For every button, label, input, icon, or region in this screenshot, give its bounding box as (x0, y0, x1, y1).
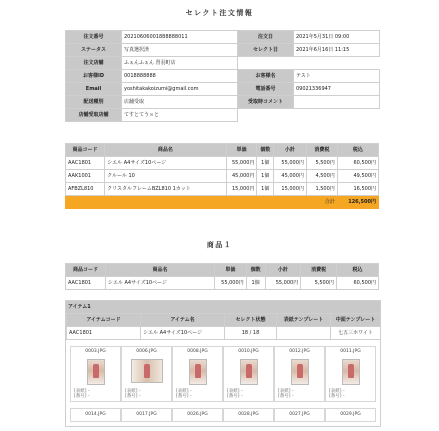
item-qty: 1個 (257, 170, 273, 183)
select-date-label: セレクト日 (238, 44, 294, 57)
photo-meta-cover: [表紙] - (74, 389, 90, 394)
product-section-title: 商品１ (206, 241, 233, 249)
photo-meta-number: [番号] - (74, 394, 90, 399)
item-code: AAK1001 (66, 170, 105, 183)
customer-name-value: テスト (294, 70, 380, 83)
photo-image (189, 359, 207, 385)
col-taxincl: 税込 (337, 144, 378, 157)
status-label: ステータス (66, 44, 122, 57)
item-qty: 1個 (257, 157, 273, 170)
photo-thumb[interactable] (274, 346, 325, 402)
col-qty: 個数 (246, 264, 265, 277)
photo-thumb[interactable] (121, 346, 172, 402)
item-name-value: シエル A4サイズ10ページ (141, 327, 225, 340)
item-block (65, 300, 381, 427)
item-tax: 5,500円 (306, 157, 337, 170)
pickup-comment-value (294, 96, 380, 109)
photo-thumb[interactable] (223, 346, 274, 402)
product-table (65, 263, 379, 290)
item-code: AAC1801 (66, 157, 105, 170)
phone-value: 09021336947 (294, 83, 380, 96)
order-number-value: 20210606001888888011 (122, 31, 238, 44)
table-row (67, 327, 381, 340)
photo-image (87, 359, 105, 385)
photo-filename[interactable]: 0014.JPG (70, 408, 121, 422)
item-code-value: AAC1801 (67, 327, 141, 340)
product-taxincl: 60,500円 (336, 277, 378, 290)
phone-label: 電話番号 (238, 83, 294, 96)
product-tax: 5,500円 (301, 277, 337, 290)
col-code: 商品コード (66, 144, 105, 157)
order-items-table (65, 143, 379, 209)
order-row-number (66, 31, 380, 44)
photo-meta-cover: [表紙] - (125, 389, 141, 394)
delivery-type-value: 店舗受取 (122, 96, 238, 109)
item-tax: 4,500円 (306, 170, 337, 183)
photo-filename: 0003.JPG (85, 349, 106, 354)
item-price: 55,000円 (226, 157, 257, 170)
order-row-store (66, 57, 380, 70)
photo-meta-number: [番号] - (125, 394, 141, 399)
photo-thumb[interactable] (172, 346, 223, 402)
photo-meta-number: [番号] - (227, 394, 243, 399)
order-date-label: 注文日 (238, 31, 294, 44)
col-item-code: アイテムコード (67, 314, 141, 327)
item-taxincl: 49,500円 (337, 170, 378, 183)
item-price: 15,000円 (226, 183, 257, 196)
item-name: シエル A4サイズ10ページ (105, 157, 226, 170)
total-value: 126,500円 (337, 196, 378, 209)
photo-meta-cover: [表紙] - (176, 389, 192, 394)
photo-filename[interactable]: 0026.JPG (172, 408, 223, 422)
photo-filename[interactable]: 0017.JPG (121, 408, 172, 422)
product-qty: 1個 (246, 277, 265, 290)
customer-name-label: お客様名 (238, 70, 294, 83)
customer-id-label: お客様ID (66, 70, 122, 83)
customer-id-value: 0018888888 (122, 70, 238, 83)
col-tax: 消費税 (306, 144, 337, 157)
photo-image (291, 359, 309, 385)
store-value: ふぁんふぁん 習羽町店 (122, 57, 238, 70)
inner-template-value: 七五三ホワイト (331, 327, 381, 340)
photo-image (240, 359, 258, 385)
photo-filename: 0006.JPG (136, 349, 157, 354)
col-code: 商品コード (66, 264, 106, 277)
photo-meta-number: [番号] - (329, 394, 345, 399)
photo-meta-number: [番号] - (278, 394, 294, 399)
email-value[interactable]: yoshitakakoizumi@gmail.com (122, 83, 238, 96)
table-row (66, 170, 379, 183)
col-qty: 個数 (257, 144, 273, 157)
photo-thumb[interactable] (70, 346, 121, 402)
item-taxincl: 60,500円 (337, 157, 378, 170)
order-row-contact (66, 83, 380, 96)
photo-filename: 0010.JPG (238, 349, 259, 354)
col-inner-template: 中面テンプレート (331, 314, 381, 327)
col-subtotal: 小計 (265, 264, 301, 277)
order-row-delivery (66, 96, 380, 109)
col-price: 単価 (215, 264, 247, 277)
total-label: 合計 (306, 196, 337, 209)
table-row (66, 277, 379, 290)
item-taxincl: 16,500円 (337, 183, 378, 196)
product-price: 55,000円 (215, 277, 247, 290)
col-name: 商品名 (105, 144, 226, 157)
col-cover-template: 表紙テンプレート (277, 314, 331, 327)
photo-image (131, 359, 163, 383)
photo-filename: 0011.JPG (340, 349, 361, 354)
item-header-row (67, 314, 381, 327)
status-value: 写真選択済 (122, 44, 238, 57)
col-tax: 消費税 (301, 264, 337, 277)
photo-filename[interactable]: 0027.JPG (274, 408, 325, 422)
item-subtotal: 45,000円 (273, 170, 306, 183)
order-row-customer (66, 70, 380, 83)
col-taxincl: 税込 (336, 264, 378, 277)
photo-meta-cover: [表紙] - (227, 389, 243, 394)
col-subtotal: 小計 (273, 144, 306, 157)
pickup-comment-label: 受取時コメント (238, 96, 294, 109)
item-label: アイテム1 (66, 301, 380, 313)
col-name: 商品名 (105, 264, 214, 277)
item-price: 45,000円 (226, 170, 257, 183)
items-header-row (66, 144, 379, 157)
pickup-store-value: てすとてうｓと (122, 109, 238, 122)
col-price: 単価 (226, 144, 257, 157)
total-row (66, 196, 379, 209)
photo-filename[interactable]: 0028.JPG (223, 408, 274, 422)
item-detail-table (66, 313, 381, 340)
item-subtotal: 55,000円 (273, 157, 306, 170)
item-subtotal: 15,000円 (273, 183, 306, 196)
item-name: クリスタルフレームBZL810 1カット (105, 183, 226, 196)
photo-thumb[interactable] (325, 346, 376, 402)
table-row (66, 183, 379, 196)
photo-meta-cover: [表紙] - (329, 389, 345, 394)
product-subtotal: 55,000円 (265, 277, 301, 290)
photo-meta-number: [番号] - (176, 394, 192, 399)
store-label: 注文店舗 (66, 57, 122, 70)
photo-filename[interactable]: 0029.JPG (325, 408, 376, 422)
item-code: AFBZL810 (66, 183, 105, 196)
order-info-table (65, 30, 380, 122)
photo-grid (70, 346, 376, 402)
cover-template-value (277, 327, 331, 340)
order-row-status (66, 44, 380, 57)
product-code: AAC1801 (66, 277, 106, 290)
photo-filename: 0012.JPG (289, 349, 310, 354)
photo-meta-cover: [表紙] - (278, 389, 294, 394)
photo-image (342, 359, 360, 385)
product-name: シエル A4サイズ10ページ (105, 277, 214, 290)
item-tax: 1,500円 (306, 183, 337, 196)
item-name: クルール 10 (105, 170, 226, 183)
col-select-state: セレクト状態 (225, 314, 277, 327)
select-date-value: 2021年6月16日 11:15 (294, 44, 380, 57)
select-state-value: 18 / 18 (225, 327, 277, 340)
photo-grid-row2 (70, 408, 376, 422)
order-date-value: 2021年5月31日 09:00 (294, 31, 380, 44)
email-label: Email (66, 83, 122, 96)
photo-filename: 0008.JPG (187, 349, 208, 354)
page-title: セレクト注文情報 (185, 9, 254, 17)
order-number-label: 注文番号 (66, 31, 122, 44)
product-header-row (66, 264, 379, 277)
table-row (66, 157, 379, 170)
item-qty: 1個 (257, 183, 273, 196)
col-item-name: アイテム名 (141, 314, 225, 327)
order-row-pickup-store (66, 109, 380, 122)
pickup-store-label: 店舗受取店舗 (66, 109, 122, 122)
delivery-type-label: 配送種別 (66, 96, 122, 109)
